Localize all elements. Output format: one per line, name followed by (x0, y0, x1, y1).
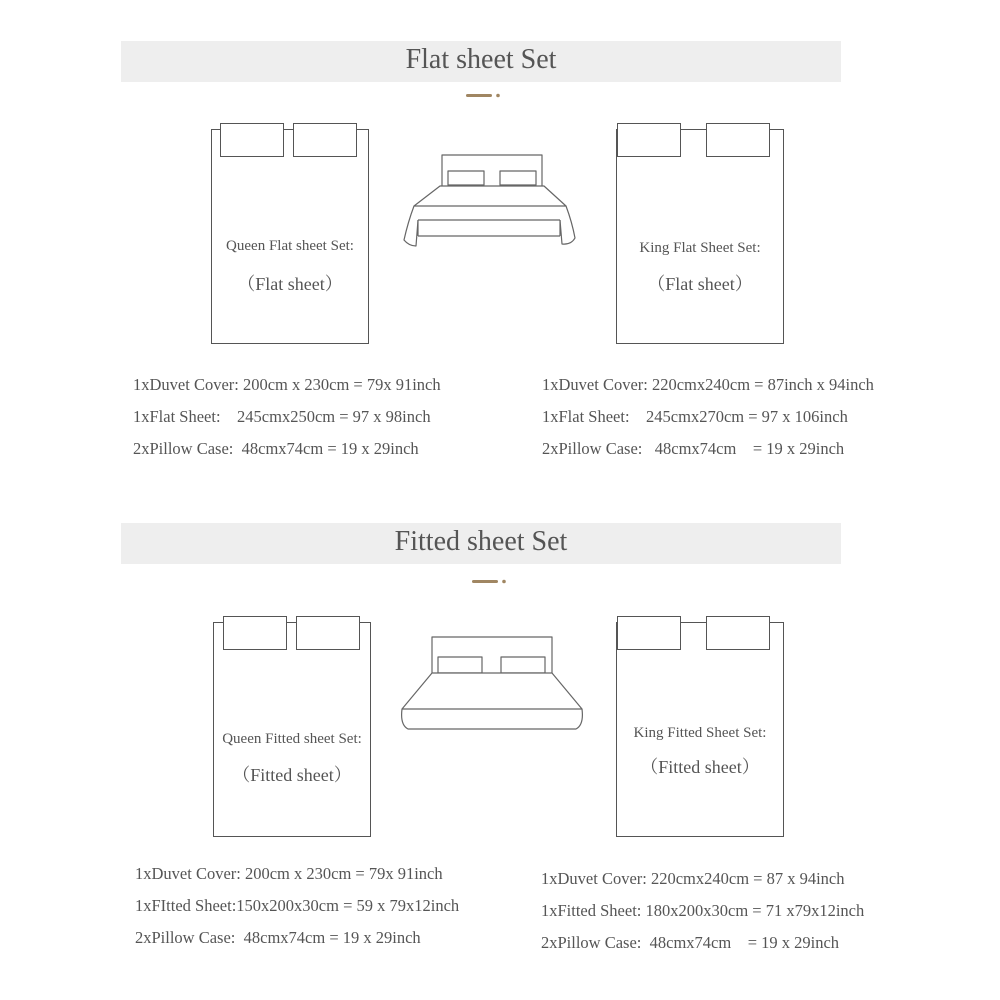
king-fitted-bed-diagram (616, 622, 784, 837)
king-flat-specs (542, 374, 874, 470)
fitted-section-banner (121, 523, 841, 564)
queen-flat-sublabel: （Flat sheet） (237, 274, 343, 294)
fitted-divider-ornament (470, 578, 510, 586)
fitted-section-title: Fitted sheet Set (394, 526, 568, 557)
flat-bed-sketch (400, 150, 580, 250)
spec-line: 1xFitted Sheet: 180x200x30cm = 71 x79x12inch (541, 901, 865, 920)
spec-line: 1xFlat Sheet: 245cmx270cm = 97 x 106inch (542, 407, 848, 426)
pillow-right (296, 616, 360, 650)
flat-divider-ornament (464, 92, 504, 100)
spec-line: 1xFItted Sheet:150x200x30cm = 59 x 79x12inch (135, 896, 460, 915)
queen-fitted-bed-diagram (213, 622, 371, 837)
queen-fitted-sublabel: （Fitted sheet） (232, 765, 352, 785)
king-flat-label: King Flat Sheet Set: (639, 240, 761, 256)
queen-flat-label: Queen Flat sheet Set: (226, 238, 354, 254)
fitted-bed-sketch (398, 633, 588, 738)
king-flat-sublabel: （Flat sheet） (647, 274, 753, 294)
queen-flat-bed-diagram (211, 129, 369, 344)
queen-flat-specs (133, 374, 441, 470)
spec-line: 1xDuvet Cover: 200cm x 230cm = 79x 91inch (135, 864, 443, 883)
pillow-right (293, 123, 357, 157)
spec-line: 1xDuvet Cover: 200cm x 230cm = 79x 91inch (133, 375, 441, 394)
queen-fitted-label: Queen Fitted sheet Set: (222, 731, 362, 747)
flat-section-title: Flat sheet Set (405, 44, 557, 75)
pillow-left (220, 123, 284, 157)
pillow-right (706, 616, 770, 650)
pillow-left (617, 616, 681, 650)
spec-line: 1xFlat Sheet: 245cmx250cm = 97 x 98inch (133, 407, 431, 426)
queen-fitted-specs (135, 863, 459, 959)
spec-line: 2xPillow Case: 48cmx74cm = 19 x 29inch (541, 933, 840, 952)
flat-section-banner (121, 41, 841, 82)
king-fitted-label: King Fitted Sheet Set: (633, 725, 767, 741)
spec-line: 2xPillow Case: 48cmx74cm = 19 x 29inch (135, 928, 421, 947)
king-flat-bed-diagram (616, 129, 784, 344)
pillow-right (706, 123, 770, 157)
spec-line: 2xPillow Case: 48cmx74cm = 19 x 29inch (133, 439, 419, 458)
spec-line: 2xPillow Case: 48cmx74cm = 19 x 29inch (542, 439, 845, 458)
king-fitted-specs (541, 868, 864, 964)
pillow-left (617, 123, 681, 157)
pillow-left (223, 616, 287, 650)
spec-line: 1xDuvet Cover: 220cmx240cm = 87 x 94inch (541, 869, 845, 888)
spec-line: 1xDuvet Cover: 220cmx240cm = 87inch x 94inch (542, 375, 874, 394)
king-fitted-sublabel: （Fitted sheet） (640, 757, 760, 777)
